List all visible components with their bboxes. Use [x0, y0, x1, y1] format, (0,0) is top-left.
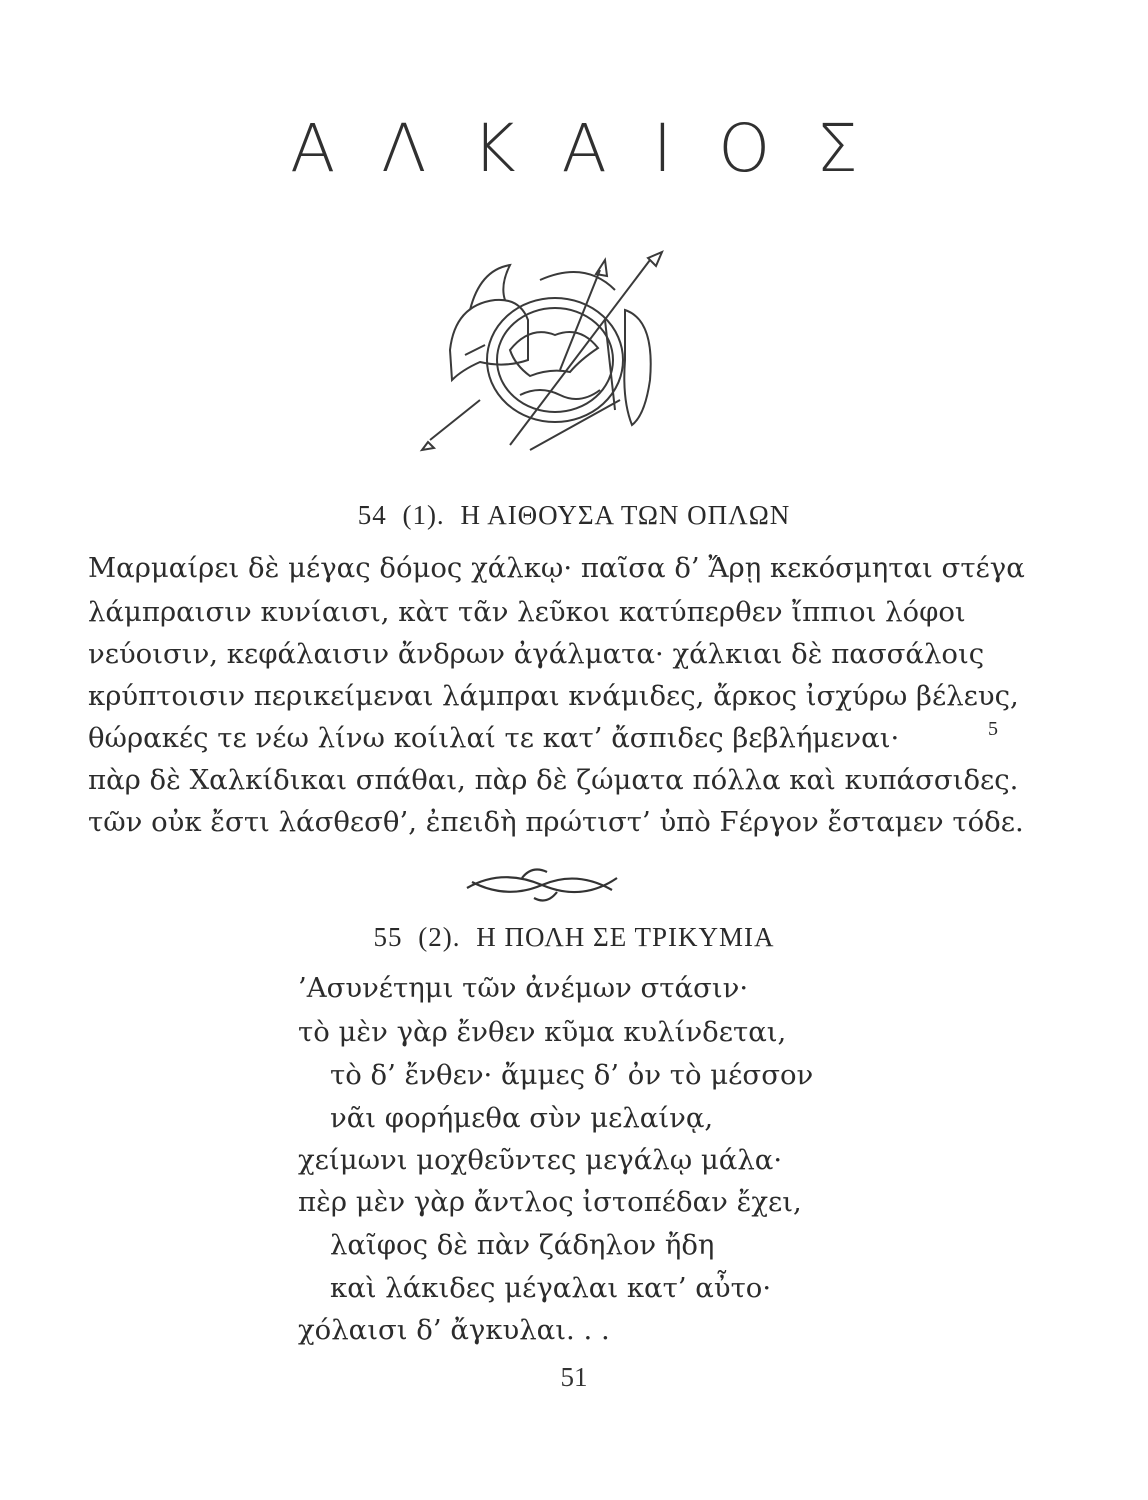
poem-line: νεύοισιν, κεφάλαισιν ἄνδρων ἀγάλματα· χάλκιαι δὲ πασσάλοις [88, 638, 985, 670]
poem-line: καὶ λάκιδες μέγαλαι κατ’ αὖτο· [330, 1272, 772, 1304]
poem-line: νᾶι φορήμεθα σὺν μελαίνᾳ, [330, 1102, 714, 1134]
poem2-title: Η ΠΟΛΗ ΣΕ ΤΡΙΚΥΜΙΑ [476, 922, 775, 952]
poem-line: Μαρμαίρει δὲ μέγας δόμος χάλκῳ· παῖσα δ’ Ἄρῃ κεκόσμηται στέγα [88, 552, 1025, 584]
poem1-title: Η ΑΙΘΟΥΣΑ ΤΩΝ ΟΠΛΩΝ [460, 500, 791, 530]
poem-line: πὰρ δὲ Χαλκίδικαι σπάθαι, πὰρ δὲ ζώματα πόλλα καὶ κυπάσσιδες. [88, 764, 1019, 796]
poem2-number: 55 [373, 922, 403, 952]
author-title: ΑΛΚΑΙΟΣ [290, 110, 904, 187]
page-number: 51 [560, 1362, 588, 1392]
poem-line: ’Ασυνέτημι τῶν ἀνέμων στάσιν· [298, 972, 749, 1004]
poem2-fragment: (2). [418, 922, 461, 952]
line-number-marker: 5 [988, 718, 998, 740]
poem1-number: 54 [357, 500, 387, 530]
poem-line: τῶν οὐκ ἔστι λάσθεσθ’, ἐπειδὴ πρώτιστ’ ὐπὸ Ϝέργον ἔσταμεν τόδε. [88, 806, 1024, 838]
poem1-heading [0, 500, 1148, 531]
poem-line: πὲρ μὲν γὰρ ἄντλος ἰστοπέδαν ἔχει, [298, 1186, 802, 1218]
poem-line: λάμπραισιν κυνίαισι, κὰτ τᾶν λεῦκοι κατύπερθεν ἴππιοι λόφοι [88, 596, 966, 628]
arms-trophy-icon [410, 250, 710, 460]
fleuron-ornament-icon [462, 860, 622, 910]
poem1-fragment: (1). [402, 500, 445, 530]
poem-line: χόλαισι δ’ ἄγκυλαι. . . [298, 1314, 610, 1346]
poem-line: θώρακές τε νέω λίνω κοίιλαί τε κατ’ ἄσπιδες βεβλήμεναι· [88, 722, 900, 754]
poem-line: τὸ δ’ ἔνθεν· ἄμμες δ’ ὀν τὸ μέσσον [330, 1059, 814, 1091]
poem-line: λαῖφος δὲ πὰν ζάδηλον ἤδη [330, 1229, 715, 1261]
poem-line: χείμωνι μοχθεῦντες μεγάλῳ μάλα· [298, 1144, 783, 1176]
poem-line: κρύπτοισιν περικείμεναι λάμπραι κνάμιδες, ἄρκος ἰσχύρω βέλευς, [88, 680, 1019, 712]
poem2-heading [0, 922, 1148, 953]
poem-line: τὸ μὲν γὰρ ἔνθεν κῦμα κυλίνδεται, [298, 1016, 787, 1048]
